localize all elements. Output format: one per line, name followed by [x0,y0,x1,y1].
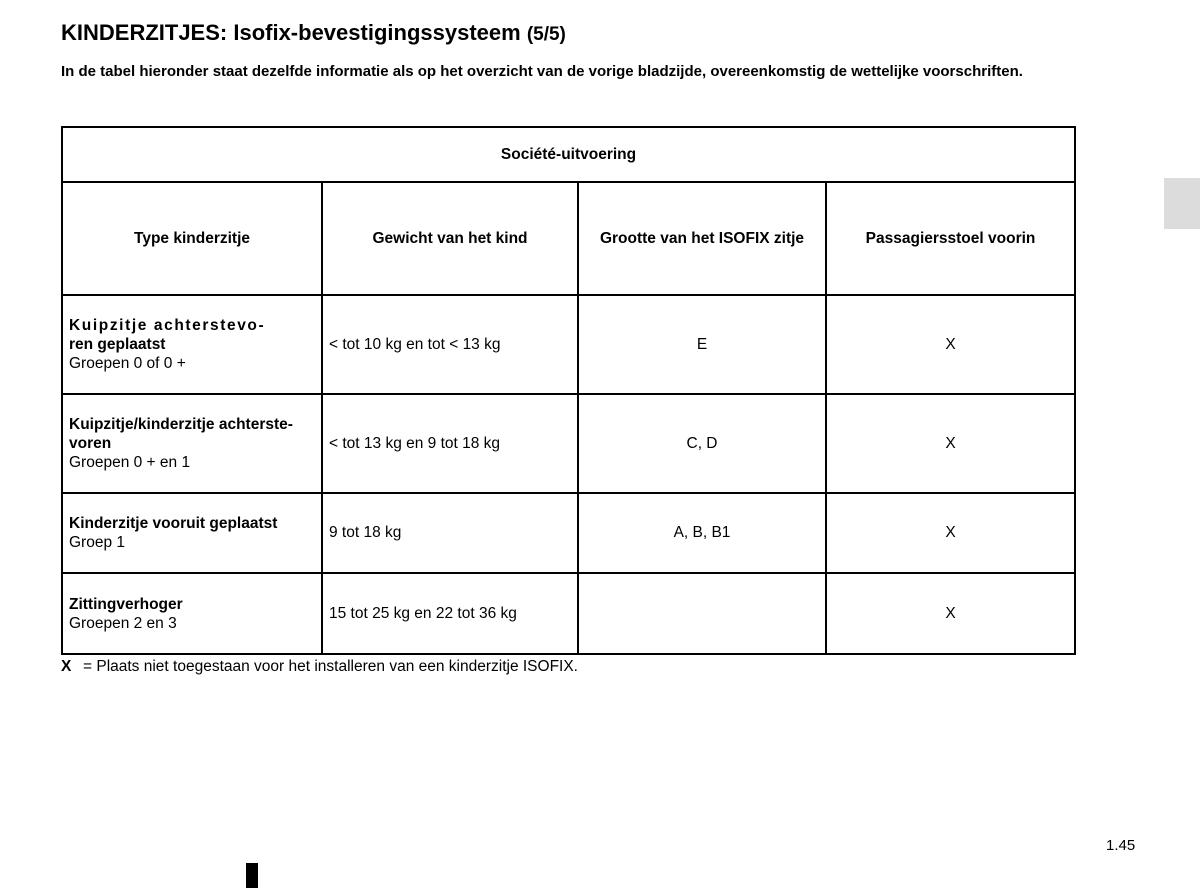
type-name-line2: ren geplaatst [69,336,166,353]
cell-size: C, D [578,394,826,493]
type-group: Groepen 0 + en 1 [69,454,191,471]
header-type: Type kinderzitje [62,182,322,295]
table-caption-row [62,127,1075,182]
header-size: Grootte van het ISOFIX zitje [578,182,826,295]
table-row [62,394,1075,493]
cell-type [62,295,322,394]
type-group: Groepen 0 of 0 + [69,355,186,372]
cell-weight: < tot 13 kg en 9 tot 18 kg [322,394,578,493]
cell-front-seat: X [826,493,1075,573]
type-group: Groep 1 [69,534,126,551]
page-title-main: KINDERZITJES: Isofix-bevestigingssysteem [61,20,521,45]
type-name-line1: Zittingverhoger [69,595,183,613]
header-weight: Gewicht van het kind [322,182,578,295]
cell-size [578,573,826,654]
page-title [61,20,566,46]
chapter-side-tab [1164,178,1200,229]
cell-size: A, B, B1 [578,493,826,573]
cell-front-seat: X [826,573,1075,654]
table-row [62,295,1075,394]
table-row [62,573,1075,654]
type-name-line2: voren [69,435,112,452]
table-header-row [62,182,1075,295]
page-title-suffix: (5/5) [526,24,566,45]
cell-weight: 15 tot 25 kg en 22 tot 36 kg [322,573,578,654]
print-marker [246,863,258,888]
type-group: Groepen 2 en 3 [69,614,177,632]
cell-type [62,394,322,493]
header-front-seat: Passagiersstoel voorin [826,182,1075,295]
footnote [61,658,578,676]
footnote-text: = Plaats niet toegestaan voor het installeren van een kinderzitje ISOFIX. [83,658,578,675]
table-row [62,493,1075,573]
cell-size: E [578,295,826,394]
cell-front-seat: X [826,295,1075,394]
type-name-line1: Kuipzitje achterstevo- [69,317,266,334]
footnote-symbol: X [61,658,72,675]
intro-text: In de tabel hieronder staat dezelfde informatie als op het overzicht van de vorige bladzijde, overeenkomstig de wettelijke voorschriften. [61,63,1023,80]
cell-type [62,573,322,654]
cell-weight: < tot 10 kg en tot < 13 kg [322,295,578,394]
isofix-table [61,126,1076,655]
cell-type [62,493,322,573]
cell-weight: 9 tot 18 kg [322,493,578,573]
type-name-line1: Kuipzitje/kinderzitje achterste- [69,416,293,433]
page-number: 1.45 [1106,837,1136,854]
cell-front-seat: X [826,394,1075,493]
type-name-line1: Kinderzitje vooruit geplaatst [69,515,278,532]
table-caption: Société-uitvoering [62,127,1075,182]
